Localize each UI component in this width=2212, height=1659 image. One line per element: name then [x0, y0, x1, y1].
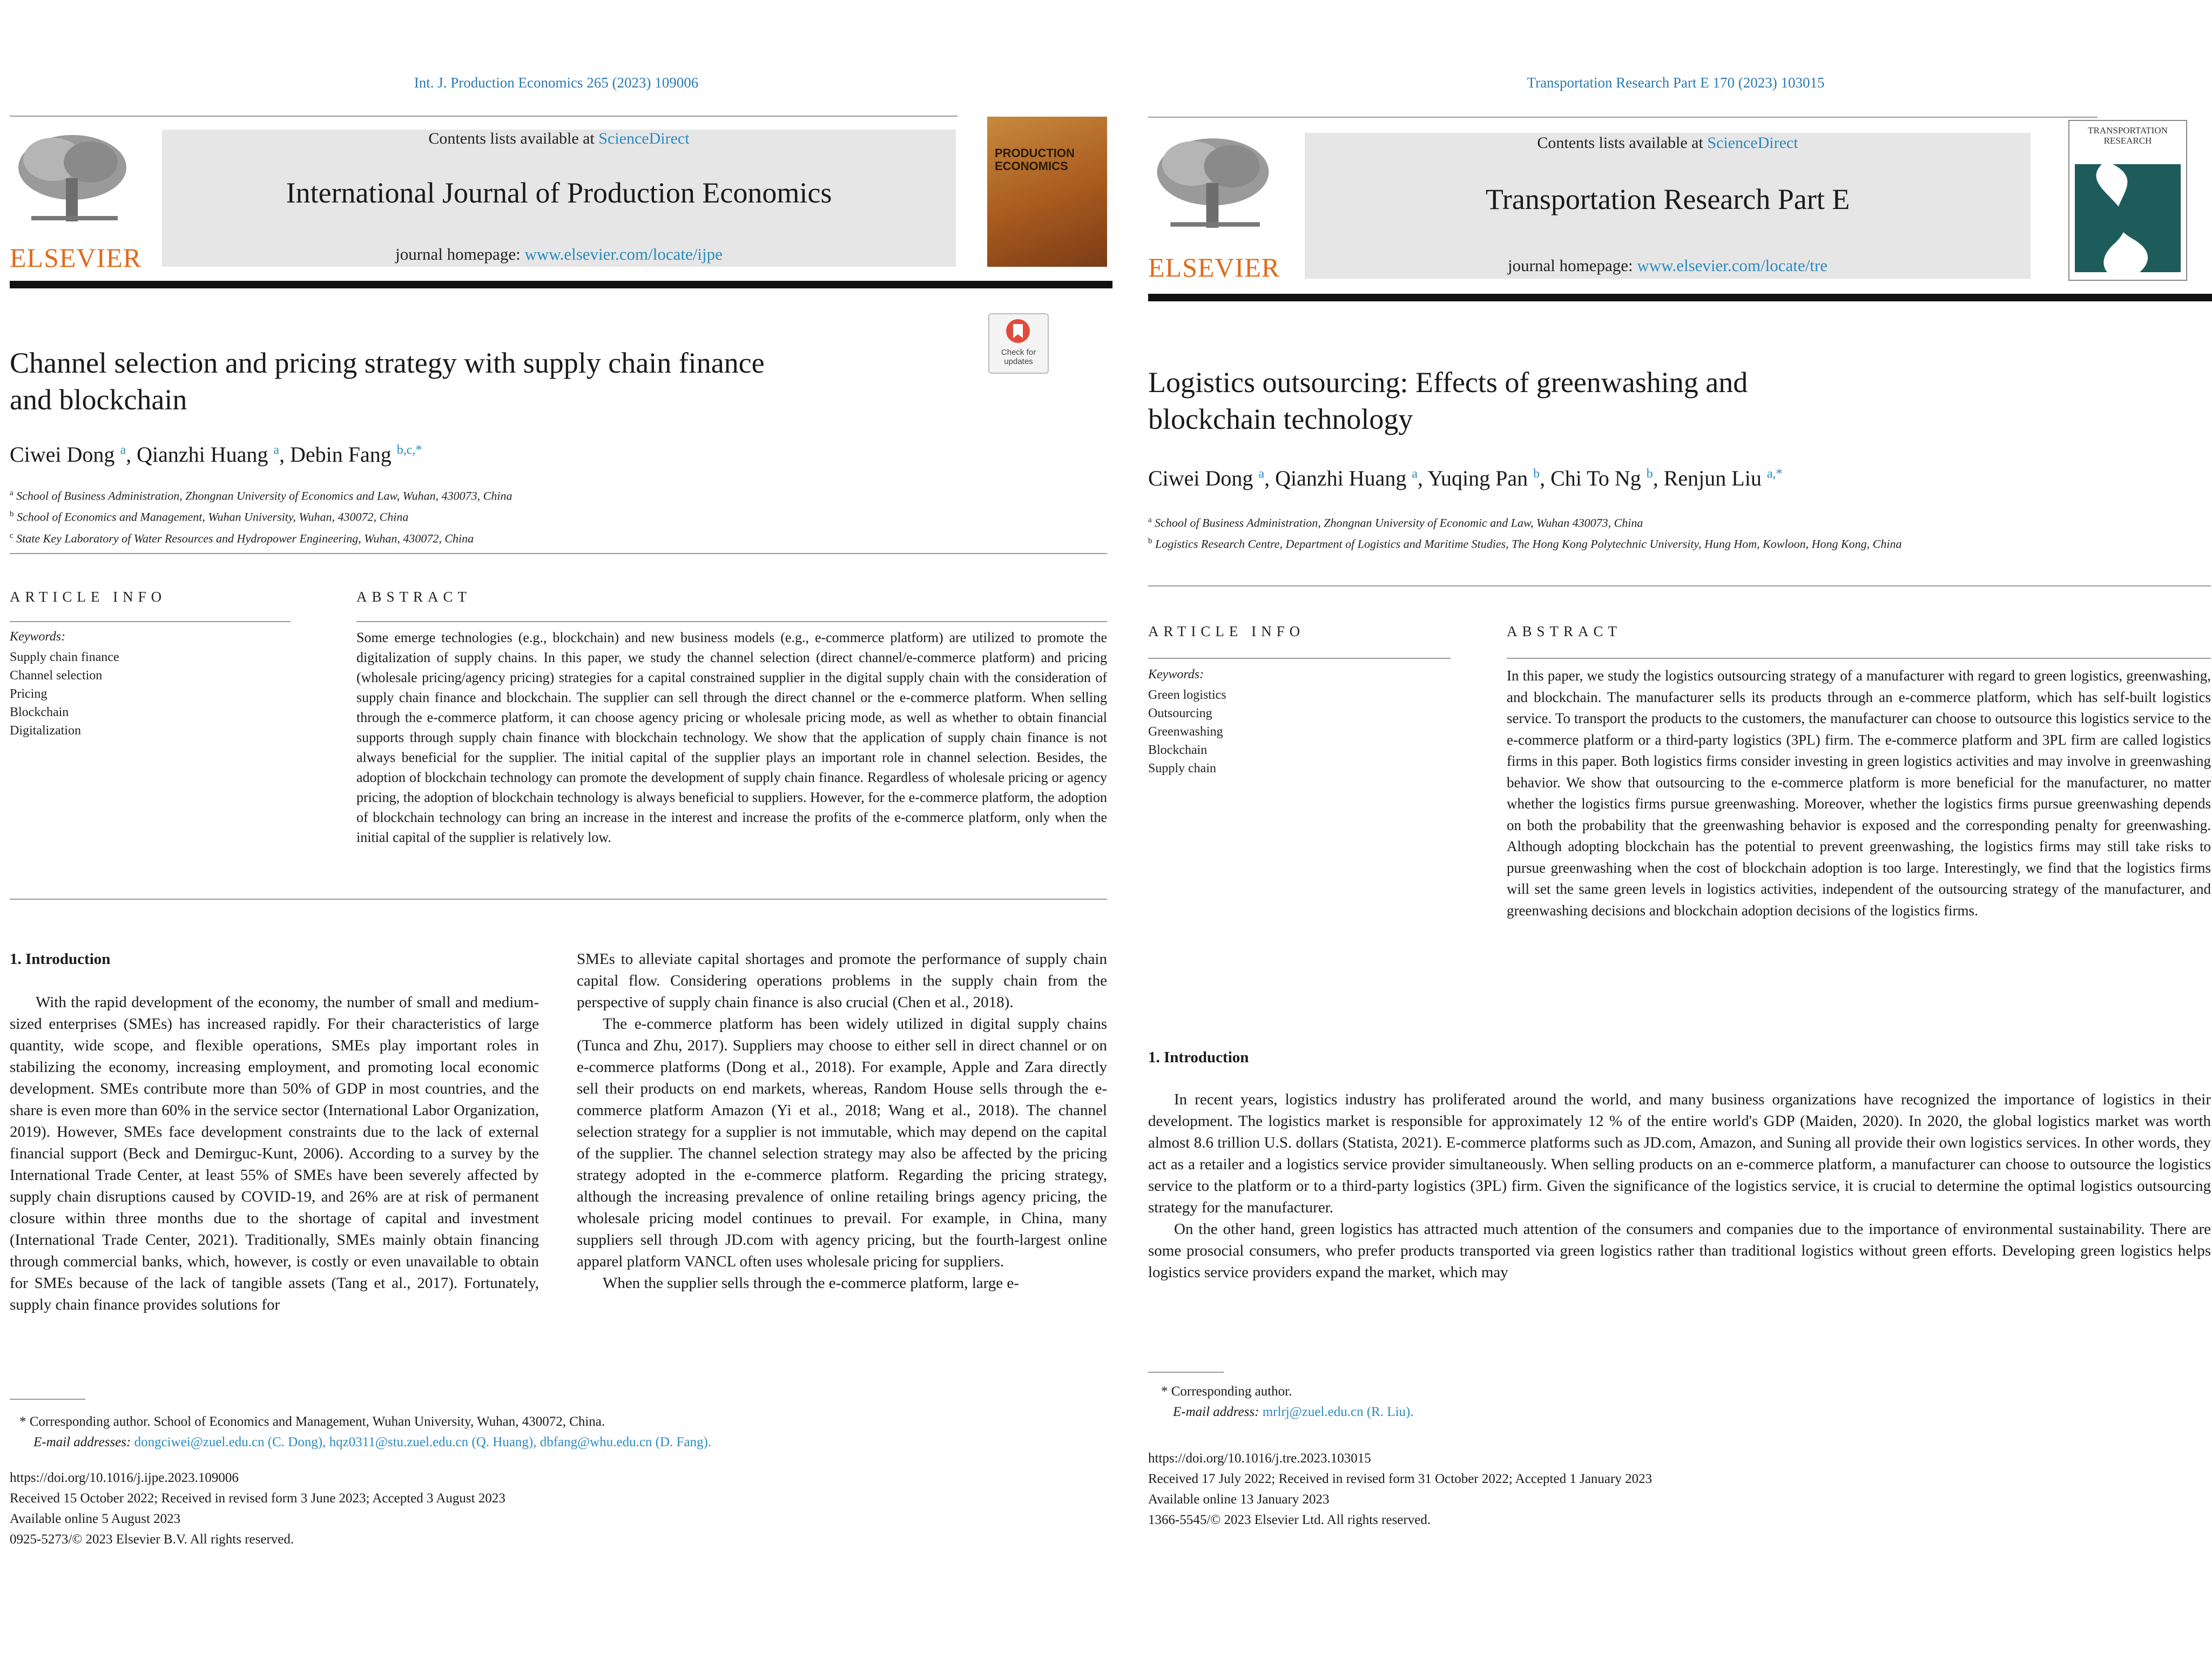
homepage-link[interactable]: www.elsevier.com/locate/ijpe — [524, 245, 723, 264]
footnote-corresponding: * Corresponding author. School of Economics and Management, Wuhan University, Wuhan, 430072, China. — [19, 1414, 605, 1429]
elsevier-tree-logo-icon — [1148, 132, 1278, 234]
section-heading-introduction: 1. Introduction — [1148, 1049, 1249, 1066]
homepage-prefix: journal homepage: — [1508, 256, 1637, 275]
check-for-updates-badge-icon[interactable] — [988, 313, 1049, 374]
divider — [1148, 658, 1451, 659]
intro-column-2 — [577, 948, 1107, 1294]
author[interactable]: Ciwei Dong $^a$ — [1148, 466, 1265, 490]
header-thick-rule — [1148, 294, 2212, 301]
author[interactable]: Qianzhi Huang $^a$ — [1275, 466, 1418, 490]
affiliation-item: $^c$ State Key Laboratory of Water Resources and Hydropower Engineering, Wuhan, 430072, China — [10, 531, 474, 545]
cover-title: PRODUCTION ECONOMICS — [995, 146, 1075, 173]
article-info-heading: ARTICLE INFO — [10, 589, 167, 605]
email-label: E-mail addresses: — [33, 1435, 134, 1449]
journal-citation[interactable]: Int. J. Production Economics 265 (2023) 109006 — [414, 75, 699, 91]
email-label: E-mail address: — [1173, 1405, 1263, 1419]
author[interactable]: Renjun Liu $^{a,*}$ — [1663, 466, 1783, 490]
doi-link[interactable]: https://doi.org/10.1016/j.tre.2023.103015 — [1148, 1451, 1371, 1466]
copyright: 1366-5545/© 2023 Elsevier Ltd. All rights reserved. — [1148, 1513, 1431, 1527]
paragraph: In recent years, logistics industry has proliferated around the world, and many business organizations have recognized the importance of logistics in their development. The logistics market is responsible for approximately 12 % of the entire world's GDP (Maiden, 2020). In 2020, the global logistics market was worth almost 8.6 trillion U.S. dollars (Statista, 2021). E-commerce platforms such as JD.com, Amazon, and Suning all provide their own logistics services. In other words, they act as a retailer and a logistics service provider simultaneously. When selling products on an e-commerce platform, a manufacturer can choose to outsource the logistics service to the platform or to a third-party logistics (3PL) firm. Given the significance of the logistics service, it is crucial to determine the optimal logistics outsourcing strategy for the manufacturer. — [1148, 1091, 2211, 1216]
doi-link[interactable]: https://doi.org/10.1016/j.ijpe.2023.109006 — [10, 1471, 239, 1485]
intro-text — [1148, 1089, 2211, 1283]
journal-title: Transportation Research Part E — [1485, 183, 1850, 215]
abstract-text: In this paper, we study the logistics outsourcing strategy of a manufacturer with regard to green logistics, greenwashing, and blockchain. The manufacturer sells its products through an e-commerce platform, which has self-built logistics service. To transport the products to the customers, the manufacturer can choose to outsource this logistics service to the e-commerce platform or a third-party logistics (3PL) firm. The e-commerce platform and 3PL firm are called logistics firms in this paper. Both logistics firms consider investing in green logistics activities and may involve in greenwashing behavior. We show that outsourcing to the e-commerce platform is more beneficial for the manufacturer, no matter whether the logistics firms pursue greenwashing. Moreover, whether the logistics firms pursue greenwashing depends on both the probability that the greenwashing behavior is exposed and the corresponding penalty for greenwashing. Although adopting blockchain has the potential to prevent greenwashing, the logistics firms may still take risks to pursue greenwashing when the cost of blockchain adoption is too large. Interestingly, we find that the logistics firms will set the same green levels in logistics activities, independent of the outsourcing strategy of the manufacturer, and greenwashing decisions and blockchain adoption decisions of the logistics firms. — [1507, 667, 2211, 919]
divider — [10, 553, 1107, 554]
journal-banner — [1305, 133, 2031, 279]
contents-available — [1305, 134, 2031, 152]
divider — [356, 621, 1107, 622]
article-title — [1148, 364, 1748, 437]
affiliations — [10, 484, 512, 548]
author[interactable]: Chi To Ng $^b$ — [1550, 466, 1653, 490]
elsevier-tree-logo-icon — [10, 130, 135, 227]
footnote-emails — [1173, 1402, 1414, 1422]
keyword: Supply chain finance — [10, 650, 119, 664]
keyword: Digitalization — [10, 724, 81, 738]
footnote-rule — [1148, 1372, 1224, 1373]
email-links[interactable]: mrlrj@zuel.edu.cn (R. Liu). — [1262, 1405, 1414, 1419]
header-thick-rule — [10, 281, 1112, 288]
journal-homepage — [162, 245, 956, 264]
keyword: Green logistics — [1148, 688, 1226, 702]
divider — [10, 899, 1107, 900]
footnote-rule — [10, 1399, 85, 1400]
keyword: Blockchain — [1148, 743, 1208, 757]
footnote-corresponding: * Corresponding author. — [1161, 1384, 1292, 1399]
paragraph: On the other hand, green logistics has attracted much attention of the consumers and companies due to the importance of environmental sustainability. There are some prosocial consumers, who prefer products transported via green logistics rather than traditional logistics without green efforts. Developing green logistics helps logistics service providers expand the market, which may — [1148, 1220, 2211, 1281]
journal-cover-icon — [2068, 120, 2187, 281]
author[interactable]: Yuqing Pan $^b$ — [1427, 466, 1540, 490]
divider — [1507, 658, 2211, 659]
keyword: Outsourcing — [1148, 706, 1212, 720]
article-info-heading: ARTICLE INFO — [1148, 623, 1305, 639]
author[interactable]: Qianzhi Huang $^a$ — [137, 442, 280, 467]
section-heading-introduction: 1. Introduction — [10, 950, 111, 968]
publisher-logo-text: ELSEVIER — [10, 242, 142, 273]
journal-banner — [162, 130, 956, 267]
keyword: Pricing — [10, 687, 48, 701]
received-dates: Received 15 October 2022; Received in revised form 3 June 2023; Accepted 3 August 2023 — [10, 1491, 505, 1506]
title-line-2: blockchain technology — [1148, 403, 1413, 435]
divider — [1148, 585, 2211, 586]
contents-available — [162, 130, 956, 148]
author-list: Ciwei Dong $^a$, Qianzhi Huang $^a$, Debin Fang $^{b,c,*}$ — [10, 442, 422, 467]
contents-prefix: Contents lists available at — [1537, 134, 1708, 152]
right-article-page — [1139, 0, 2212, 1659]
homepage-prefix: journal homepage: — [395, 245, 525, 264]
available-online: Available online 5 August 2023 — [10, 1512, 181, 1526]
keyword: Greenwashing — [1148, 725, 1223, 739]
road-graphic-icon — [2075, 164, 2181, 272]
article-title — [10, 345, 765, 418]
title-line-1: Channel selection and pricing strategy with supply chain finance — [10, 347, 765, 379]
paragraph: The e-commerce platform has been widely utilized in digital supply chains (Tunca and Zhu, 2017). Suppliers may choose to either sell in direct channel or on e-commerce platforms (Dong et al., 2018). For example, Apple and Zara directly sell their products on end markets, whereas, Random House sells through the e-commerce platform Amazon (Yi et al., 2018; Wang et al., 2018). The channel selection strategy for a supplier is not immutable, which may depend on the capital of the supplier. The channel selection strategy may also be affected by the pricing strategy adopted in the e-commerce platform. Regarding the pricing strategy, although the increasing prevalence of online retailing brings agency pricing, the wholesale pricing model continues to prevail. For example, in China, many suppliers sell through JD.com with agency pricing, but the fourth-largest online apparel platform VANCL often uses wholesale pricing for suppliers. — [577, 1015, 1107, 1270]
affiliations — [1148, 511, 2099, 554]
received-dates: Received 17 July 2022; Received in revised form 31 October 2022; Accepted 1 January 2023 — [1148, 1472, 1653, 1486]
journal-title: International Journal of Production Economics — [286, 177, 832, 209]
abstract-heading: ABSTRACT — [1507, 623, 1622, 639]
keywords-label: Keywords: — [10, 630, 66, 644]
affiliation-item: $^b$ School of Economics and Management, Wuhan University, Wuhan, 430072, China — [10, 510, 409, 524]
header-top-rule — [1148, 117, 2098, 118]
cover-title: TRANSPORTATION RESEARCH — [2088, 125, 2168, 146]
paragraph: With the rapid development of the economy, the number of small and medium-sized enterprises (SMEs) has increased rapidly. For their characteristics of large quantity, wide scope, and flexible operations, SMEs play important roles in stabilizing the economy, increasing employment, and promoting local economic development. SMEs contribute more than 50% of GDP in most countries, and the share is even more than 60% in the service sector (International Labor Organization, 2019). However, SMEs face development constraints due to the lack of external financial support (Beck and Demirguc-Kunt, 2006). According to a survey by the International Trade Center, at least 55% of SMEs have been severely affected by supply chain disruptions caused by COVID-19, and 26% are at risk of permanent closure within three months due to the shortage of capital and investment (International Trade Center, 2021). Traditionally, SMEs mainly obtain financing through commercial banks, which, however, is costly or even unavailable to obtain for SMEs because of the lack of tangible assets (Tang et al., 2017). Fortunately, supply chain finance provides solutions for — [10, 994, 539, 1313]
badge-text: Check for updates — [1001, 348, 1036, 366]
sciencedirect-link[interactable]: ScienceDirect — [598, 130, 690, 147]
journal-citation[interactable]: Transportation Research Part E 170 (2023) 103015 — [1527, 75, 1825, 91]
contents-prefix: Contents lists available at — [428, 130, 599, 147]
divider — [10, 621, 291, 622]
footnote-emails — [33, 1432, 711, 1453]
keyword: Supply chain — [1148, 761, 1216, 775]
keyword: Blockchain — [10, 705, 69, 719]
affiliation-item: $^a$ School of Business Administration, Zhongnan University of Economics and Law, Wuhan, 430073, China — [10, 489, 512, 503]
copyright: 0925-5273/© 2023 Elsevier B.V. All rights reserved. — [10, 1532, 294, 1547]
keyword-list — [10, 648, 119, 740]
header-top-rule — [10, 116, 957, 117]
bookmark-icon — [1004, 318, 1031, 345]
abstract-heading: ABSTRACT — [356, 589, 472, 605]
intro-column-1 — [10, 992, 539, 1316]
keywords-label: Keywords: — [1148, 667, 1204, 682]
author-list: Ciwei Dong $^a$, Qianzhi Huang $^a$, Yuqing Pan $^b$, Chi To Ng $^b$, Renjun Liu $^{a,*}$ — [1148, 466, 1783, 490]
title-line-2: and blockchain — [10, 383, 187, 416]
paragraph: SMEs to alleviate capital shortages and promote the performance of supply chain capital flow. Considering operations problems in the supply chain from the perspective of supply chain finance is also crucial (Chen et al., 2018). — [577, 950, 1107, 1011]
journal-cover-icon — [987, 117, 1107, 267]
sciencedirect-link[interactable]: ScienceDirect — [1707, 134, 1798, 152]
publisher-logo-text: ELSEVIER — [1148, 252, 1280, 282]
abstract-text: Some emerge technologies (e.g., blockchain) and new business models (e.g., e-commerce platform) are utilized to promote the digitalization of supply chains. In this paper, we study the channel selection (direct channel/e-commerce platform) and pricing (wholesale pricing/agency pricing) strategies for a capital constrained supplier in the digital supply chain with the consideration of supply chain finance and blockchain. The supplier can sell through the direct channel or the e-commerce platform. When selling through the e-commerce platform, it can choose agency pricing or wholesale pricing mode, as well as whether to obtain financial supports through supply chain finance with blockchain technology. We show that the application of supply chain finance is not always beneficial for the supplier. The initial capital of the supplier plays an important role in channel selection. Besides, the adoption of blockchain technology can promote the development of supply chain finance. Regardless of wholesale pricing or agency pricing, the adoption of blockchain technology is always beneficial to suppliers. However, for the e-commerce platform, the adoption of blockchain technology can bring an increase in the interest and increase the profits of the e-commerce platform, only when the initial capital of the supplier is relatively low. — [356, 630, 1107, 845]
affiliation-item: $^a$ School of Business Administration, Zhongnan University of Economic and Law, Wuhan 430073, China — [1148, 516, 1643, 530]
keyword-list — [1148, 686, 1226, 778]
author[interactable]: Ciwei Dong $^a$ — [10, 442, 126, 467]
keyword: Channel selection — [10, 669, 103, 683]
homepage-link[interactable]: www.elsevier.com/locate/tre — [1637, 256, 1827, 275]
affiliation-item: $^b$ Logistics Research Centre, Department of Logistics and Maritime Studies, The Hong Kong Polytechnic University, Hung Hom, Kowloon, Hong Kong, China — [1148, 537, 1902, 551]
title-line-1: Logistics outsourcing: Effects of greenwashing and — [1148, 366, 1748, 399]
paragraph: When the supplier sells through the e-commerce platform, large e- — [603, 1274, 1019, 1292]
journal-homepage — [1305, 256, 2031, 275]
author[interactable]: Debin Fang $^{b,c,*}$ — [290, 442, 422, 467]
email-links[interactable]: dongciwei@zuel.edu.cn (C. Dong), hqz0311@stu.zuel.edu.cn (Q. Huang), dbfang@whu.edu.cn (D. Fang). — [134, 1435, 712, 1449]
available-online: Available online 13 January 2023 — [1148, 1492, 1330, 1507]
